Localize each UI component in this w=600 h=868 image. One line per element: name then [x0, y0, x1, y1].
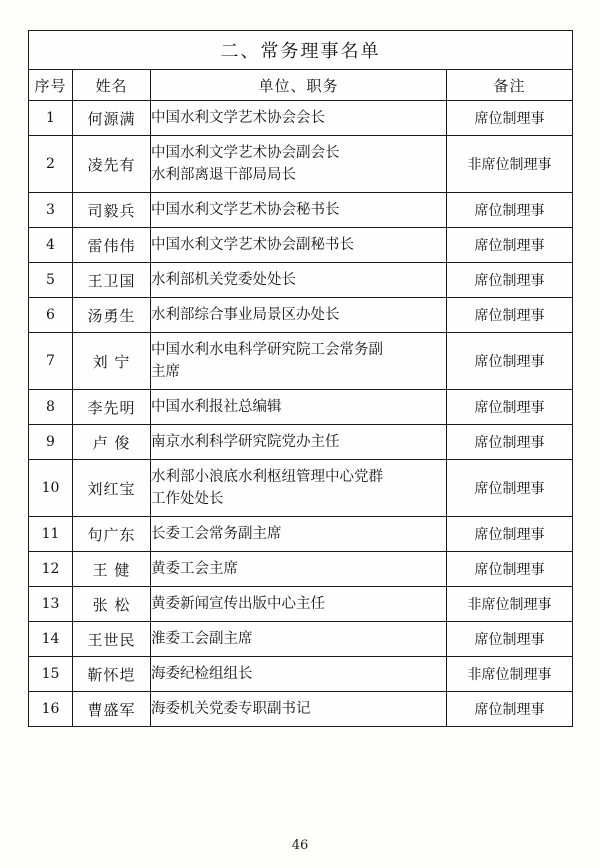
- cell-organization: [151, 136, 447, 193]
- cell-note: 席位制理事: [447, 263, 573, 298]
- cell-name: 句广东: [73, 517, 151, 552]
- cell-name: 张 松: [73, 587, 151, 622]
- cell-name: 曹盛军: [73, 692, 151, 727]
- table-row: [29, 193, 573, 228]
- cell-name: 司毅兵: [73, 193, 151, 228]
- organization-line: 淮委工会副主席: [151, 630, 253, 647]
- organization-line: 中国水利水电科学研究院工会常务副: [151, 341, 383, 358]
- cell-organization: [151, 460, 447, 517]
- cell-note: 席位制理事: [447, 425, 573, 460]
- column-header-organization: 单位、职务: [151, 70, 447, 101]
- organization-line: 水利部小浪底水利枢纽管理中心党群: [151, 468, 383, 485]
- organization-line: 水利部机关党委处处长: [151, 271, 296, 288]
- table-row: [29, 425, 573, 460]
- cell-note: 非席位制理事: [447, 587, 573, 622]
- cell-organization: [151, 622, 447, 657]
- table-row: [29, 263, 573, 298]
- cell-index: 3: [29, 193, 73, 228]
- cell-organization: [151, 298, 447, 333]
- table-row: [29, 298, 573, 333]
- table-row: [29, 333, 573, 390]
- cell-name: 刘 宁: [73, 333, 151, 390]
- organization-line: 海委纪检组组长: [151, 665, 253, 682]
- table-row: [29, 390, 573, 425]
- cell-index: 12: [29, 552, 73, 587]
- cell-organization: [151, 692, 447, 727]
- organization-line: 工作处处长: [151, 491, 224, 507]
- cell-note: 席位制理事: [447, 228, 573, 263]
- column-header-index: 序号: [29, 70, 73, 101]
- cell-index: 16: [29, 692, 73, 727]
- cell-index: 5: [29, 263, 73, 298]
- cell-index: 1: [29, 101, 73, 136]
- cell-name: 凌先有: [73, 136, 151, 193]
- page-number: 46: [291, 838, 309, 853]
- cell-note: 席位制理事: [447, 552, 573, 587]
- cell-organization: [151, 587, 447, 622]
- table-row: [29, 622, 573, 657]
- organization-line: 水利部离退干部局局长: [151, 167, 296, 183]
- organization-line: 水利部综合事业局景区办处长: [151, 306, 340, 323]
- cell-index: 15: [29, 657, 73, 692]
- cell-index: 7: [29, 333, 73, 390]
- cell-note: 席位制理事: [447, 460, 573, 517]
- cell-name: 雷伟伟: [73, 228, 151, 263]
- column-header-note: 备注: [447, 70, 573, 101]
- cell-name: 靳怀垲: [73, 657, 151, 692]
- roster-table-container: [28, 30, 572, 727]
- cell-note: 席位制理事: [447, 390, 573, 425]
- organization-line: 中国水利文学艺术协会副秘书长: [151, 236, 354, 253]
- cell-name: 卢 俊: [73, 425, 151, 460]
- cell-note: 席位制理事: [447, 622, 573, 657]
- organization-line: 黄委工会主席: [151, 560, 238, 577]
- cell-index: 2: [29, 136, 73, 193]
- cell-note: 席位制理事: [447, 517, 573, 552]
- table-header-row: [29, 70, 573, 101]
- organization-line: 南京水利科学研究院党办主任: [151, 433, 340, 450]
- table-row: [29, 692, 573, 727]
- cell-name: 李先明: [73, 390, 151, 425]
- cell-note: 非席位制理事: [447, 657, 573, 692]
- cell-index: 8: [29, 390, 73, 425]
- cell-organization: [151, 228, 447, 263]
- roster-table: [28, 30, 573, 727]
- cell-name: 王世民: [73, 622, 151, 657]
- cell-name: 王 健: [73, 552, 151, 587]
- table-row: [29, 136, 573, 193]
- cell-name: 刘红宝: [73, 460, 151, 517]
- cell-name: 汤勇生: [73, 298, 151, 333]
- cell-note: 席位制理事: [447, 333, 573, 390]
- cell-organization: [151, 333, 447, 390]
- organization-line: 长委工会常务副主席: [151, 525, 282, 542]
- organization-line: 主席: [151, 364, 180, 380]
- table-row: [29, 517, 573, 552]
- cell-organization: [151, 263, 447, 298]
- table-row: [29, 587, 573, 622]
- cell-index: 4: [29, 228, 73, 263]
- organization-line: 中国水利文学艺术协会秘书长: [151, 201, 340, 218]
- cell-index: 10: [29, 460, 73, 517]
- cell-index: 11: [29, 517, 73, 552]
- organization-line: 中国水利报社总编辑: [151, 398, 282, 415]
- cell-organization: [151, 101, 447, 136]
- table-row: [29, 101, 573, 136]
- table-row: [29, 228, 573, 263]
- cell-organization: [151, 193, 447, 228]
- table-row: [29, 460, 573, 517]
- cell-index: 14: [29, 622, 73, 657]
- column-header-name: 姓名: [73, 70, 151, 101]
- cell-name: 何源满: [73, 101, 151, 136]
- cell-index: 6: [29, 298, 73, 333]
- table-row: [29, 657, 573, 692]
- cell-note: 席位制理事: [447, 298, 573, 333]
- cell-index: 13: [29, 587, 73, 622]
- table-title-row: [29, 31, 573, 70]
- cell-note: 非席位制理事: [447, 136, 573, 193]
- cell-index: 9: [29, 425, 73, 460]
- cell-organization: [151, 425, 447, 460]
- cell-name: 王卫国: [73, 263, 151, 298]
- cell-organization: [151, 657, 447, 692]
- organization-line: 中国水利文学艺术协会副会长: [151, 144, 340, 161]
- organization-line: 黄委新闻宣传出版中心主任: [151, 595, 325, 612]
- page-title: 二、常务理事名单: [29, 31, 573, 70]
- organization-line: 海委机关党委专职副书记: [151, 700, 311, 717]
- table-row: [29, 552, 573, 587]
- cell-organization: [151, 552, 447, 587]
- cell-note: 席位制理事: [447, 101, 573, 136]
- cell-note: 席位制理事: [447, 692, 573, 727]
- cell-organization: [151, 390, 447, 425]
- organization-line: 中国水利文学艺术协会会长: [151, 109, 325, 126]
- cell-organization: [151, 517, 447, 552]
- cell-note: 席位制理事: [447, 193, 573, 228]
